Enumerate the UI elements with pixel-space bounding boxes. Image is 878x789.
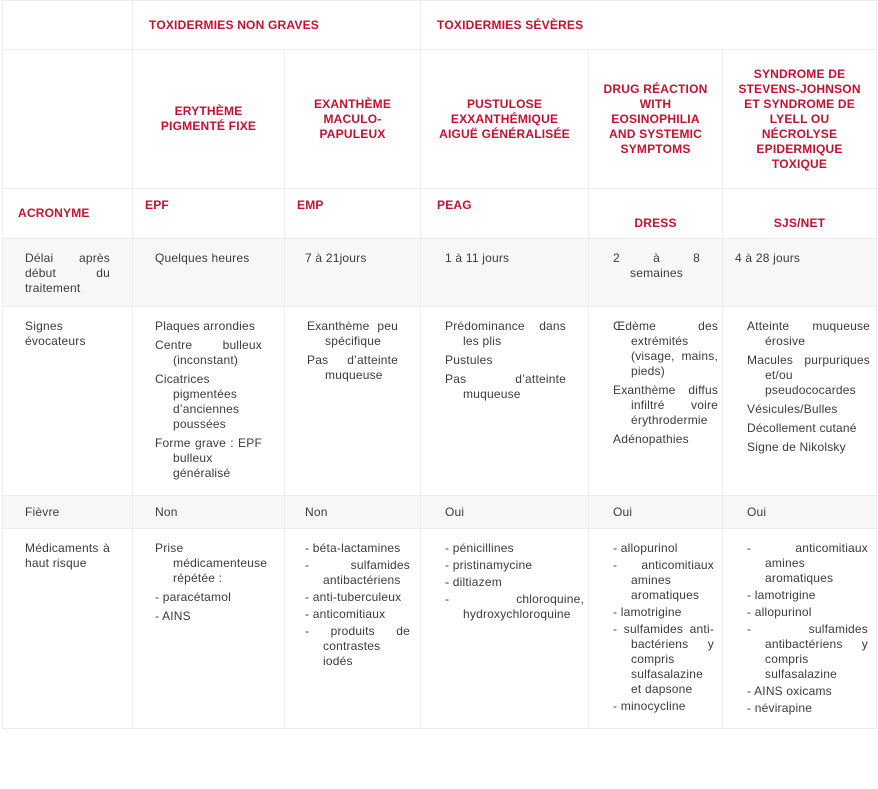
group-severes: TOXIDERMIES SÉVÈRES [421, 1, 877, 50]
medicaments-emp-list [305, 541, 410, 669]
list-item: - minocycline [613, 699, 686, 713]
list-item: Pas d’atteinte muqueuse [445, 372, 567, 401]
acronym-row [3, 189, 877, 239]
list-item: - lamotrigine [613, 605, 682, 619]
medicaments-sjs-list [747, 541, 868, 716]
col-name-dress: DRUG RÉACTION WITH EOSINOPHILIA AND SYSTEMIC SYMPTOMS [589, 50, 723, 189]
list-item: Forme grave : EPF bulleux généralisé [155, 436, 262, 480]
list-item: Œdème des extrémités (visage, mains, pieds) [613, 319, 719, 378]
list-item: - allopurinol [613, 541, 678, 555]
list-item: - anti-tuberculeux [305, 590, 402, 604]
col-name-epf: ERYTHÈME PIGMENTÉ FIXE [133, 50, 285, 189]
list-item: - béta-lactamines [305, 541, 401, 555]
delai-emp: 7 à 21jours [285, 239, 421, 307]
medicaments-peag-list [445, 541, 584, 622]
list-item: - chloroquine, hydroxychloroquine [445, 592, 585, 621]
acronym-emp: EMP [285, 189, 421, 239]
fievre-peag: Oui [421, 496, 589, 529]
col-name-emp: EXANTHÈME MACULO-PAPULEUX [285, 50, 421, 189]
delai-sjs: 4 à 28 jours [723, 239, 877, 307]
list-item: Cicatrices pigmentées d’anciennes poussées [155, 372, 240, 431]
delai-label: Délai après début du traitement [3, 239, 133, 307]
medicaments-dress [589, 529, 723, 729]
delai-peag: 1 à 11 jours [421, 239, 589, 307]
delai-epf: Quelques heures [133, 239, 285, 307]
signes-peag [421, 307, 589, 496]
list-item: - sulfamides antibactériens [305, 558, 411, 587]
medicaments-epf-list [155, 541, 280, 624]
list-item: - sulfamides anti-bactériens y compris sulfasalazine et dapsone [613, 622, 715, 696]
list-item: - lamotrigine [747, 588, 816, 602]
list-item: - allopurinol [747, 605, 812, 619]
list-item: Signe de Nikolsky [747, 440, 846, 454]
signes-sjs [723, 307, 877, 496]
list-item: Vésicules/Bulles [747, 402, 838, 416]
list-item: - produits de contrastes iodés [305, 624, 411, 668]
acronym-peag: PEAG [421, 189, 589, 239]
list-item: Exanthème peu spécifique [307, 319, 399, 348]
list-item: - anticomitiaux amines aromatiques [613, 558, 715, 602]
signes-label: Signes évocateurs [3, 307, 133, 496]
list-item: Centre bulleux (inconstant) [155, 338, 262, 367]
empty-name-cell [3, 50, 133, 189]
list-item: - paracétamol [155, 590, 231, 604]
medicaments-epf [133, 529, 285, 729]
list-item: Adénopathies [613, 432, 689, 446]
fievre-epf: Non [133, 496, 285, 529]
medicaments-row [3, 529, 877, 729]
list-item: - pristinamycine [445, 558, 533, 572]
list-item: Décollement cutané [747, 421, 857, 435]
acronym-epf: EPF [133, 189, 285, 239]
signes-dress [589, 307, 723, 496]
delai-dress-line1: 2 à 8 [613, 251, 701, 265]
signes-epf [133, 307, 285, 496]
signes-peag-list [445, 319, 566, 402]
fievre-row [3, 496, 877, 529]
list-item: - AINS oxicams [747, 684, 832, 698]
col-name-peag: PUSTULOSE EXXANTHÉMIQUE AIGUË GÉNÉRALISÉE [421, 50, 589, 189]
fievre-emp: Non [285, 496, 421, 529]
list-item: Prédominance dans les plis [445, 319, 567, 348]
delai-row [3, 239, 877, 307]
signes-emp [285, 307, 421, 496]
medicaments-label: Médicaments à haut risque [3, 529, 133, 729]
group-header-row [3, 1, 877, 50]
list-item: Prise médicamenteuse répétée : [155, 541, 268, 585]
fievre-label: Fièvre [3, 496, 133, 529]
list-item: - AINS [155, 609, 191, 623]
toxidermies-table [2, 0, 877, 729]
list-item: - névirapine [747, 701, 813, 715]
medicaments-sjs [723, 529, 877, 729]
list-item: - anticomitiaux [305, 607, 386, 621]
fievre-sjs: Oui [723, 496, 877, 529]
list-item: Plaques arrondies [155, 319, 256, 333]
col-name-sjs: SYNDROME DE STEVENS-JOHNSON ET SYNDROME DE LYELL OU NÉCROLYSE EPIDERMIQUE TOXIQUE [723, 50, 877, 189]
acronym-sjs: SJS/NET [723, 189, 877, 239]
medicaments-peag [421, 529, 589, 729]
column-names-row [3, 50, 877, 189]
list-item: Pas d’atteinte muqueuse [307, 353, 399, 382]
list-item: - sulfamides antibactériens y compris sulfasalazine [747, 622, 869, 681]
list-item: - anticomitiaux amines aromatiques [747, 541, 869, 585]
medicaments-dress-list [613, 541, 714, 714]
signes-row [3, 307, 877, 496]
list-item: Exanthème diffus infiltré voire érythrodermie [613, 383, 719, 427]
acronym-dress: DRESS [589, 189, 723, 239]
list-item: - pénicillines [445, 541, 514, 555]
delai-dress-line2: semaines [630, 266, 683, 280]
list-item: Macules purpuriques et/ou pseudococardes [747, 353, 871, 397]
empty-corner-cell [3, 1, 133, 50]
medicaments-emp [285, 529, 421, 729]
signes-dress-list [613, 319, 718, 447]
delai-dress [589, 239, 723, 307]
list-item: - diltiazem [445, 575, 502, 589]
signes-epf-list [155, 319, 262, 481]
acronym-label: ACRONYME [3, 189, 133, 239]
signes-sjs-list [747, 319, 870, 455]
group-non-graves: TOXIDERMIES NON GRAVES [133, 1, 421, 50]
fievre-dress: Oui [589, 496, 723, 529]
signes-emp-list [307, 319, 398, 383]
list-item: Atteinte muqueuse érosive [747, 319, 871, 348]
list-item: Pustules [445, 353, 493, 367]
